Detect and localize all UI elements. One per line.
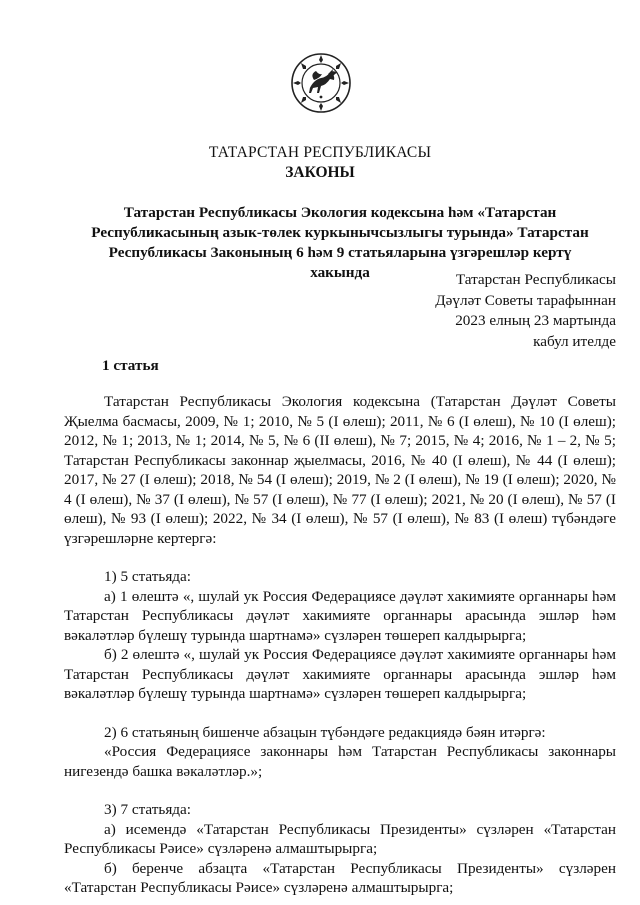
republic-name: ТАТАРСТАН РЕСПУБЛИКАСЫ — [208, 144, 432, 161]
adoption-line: кабул ителде — [533, 332, 616, 350]
clause-3-b: б) беренче абзацта «Татарстан Республикасы Президенты» сүзләрен «Татарстан Республикасы Рәисе» сүзләренә алмаштырырга; — [64, 859, 616, 896]
document-type: ЗАКОНЫ — [285, 163, 355, 181]
article-heading: 1 статья — [102, 357, 159, 374]
law-title-line: Республикасы Законының 6 һәм 9 статьяларына үзгәрешләр кертү хакында — [108, 244, 572, 281]
coat-of-arms-icon — [290, 52, 352, 114]
clause-2: 2) 6 статьяның бишенче абзацын түбәндәге редакциядә бәян итәргә: — [104, 723, 546, 741]
adoption-line: Дәүләт Советы тарафыннан — [435, 291, 616, 309]
clause-2-quote: «Россия Федерациясе законнары һәм Татарстан Республикасы законнары нигезендә башка вәкаләтләр.»; — [64, 743, 616, 780]
law-title-line: Республикасының азык-төлек куркынычсызлыгы турында» Татарстан — [91, 224, 589, 241]
clause-1: 1) 5 статьяда: — [104, 568, 191, 585]
document-header — [0, 143, 640, 182]
article-body — [64, 392, 616, 898]
adoption-note — [435, 270, 616, 352]
adoption-date: 2023 елның 23 мартында — [455, 312, 616, 329]
clause-3-a: а) исемендә «Татарстан Республикасы Президенты» сүзләрен «Татарстан Республикасы Рәисе» сүзләренә алмаштырырга; — [64, 820, 616, 857]
intro-paragraph: Татарстан Республикасы Экология кодексына (Татарстан Дәүләт Советы Җыелма басмасы, 2009, № 1; 2010, № 5 (I өлеш); 2011, № 6 (I өлеш), № 10 (I өлеш); 2012, № 1; 2013, № 1; 2014, № 5, № 6 (II өлеш), № 7; 2015, № 4; 2016, № 1 – 2, № 5; Татарстан Республикасы законнар җыелмасы, 2016, № 40 (I өлеш), № 44 (I өлеш); 2017, № 27 (I өлеш); 2018, № 54 (I өлеш); 2019, № 2 (I өлеш), № 19 (I өлеш); 2020, № 4 (I өлеш), № 37 (I өлеш), № 57 (I өлеш), № 77 (I өлеш); 2021, № 20 (I өлеш), № 57 (I өлеш), № 93 (I өлеш); 2022, № 34 (I өлеш), № 57 (I өлеш), № 83 (I өлеш) түбәндәге үзгәрешләрне кертергә: — [64, 393, 616, 547]
clause-1-b: б) 2 өлештә «, шулай ук Россия Федерациясе дәүләт хакимияте органнары һәм Татарстан Республикасы дәүләт хакимияте органнары арасында эшләр һәм вәкаләтләр бүлешү турында шартнамә» сүзләрен төшереп калдырырга; — [64, 646, 616, 702]
law-title-line: Татарстан Республикасы Экология кодексына һәм «Татарстан — [123, 204, 557, 221]
clause-1-a: а) 1 өлештә «, шулай ук Россия Федерациясе дәүләт хакимияте органнары һәм Татарстан Республикасы дәүләт хакимияте органнары арасында эшләр һәм вәкаләтләр бүлешү турында шартнамә» сүзләрен төшереп калдырырга; — [64, 587, 616, 644]
clause-3: 3) 7 статьяда: — [104, 801, 191, 818]
adoption-line: Татарстан Республикасы — [455, 271, 616, 288]
